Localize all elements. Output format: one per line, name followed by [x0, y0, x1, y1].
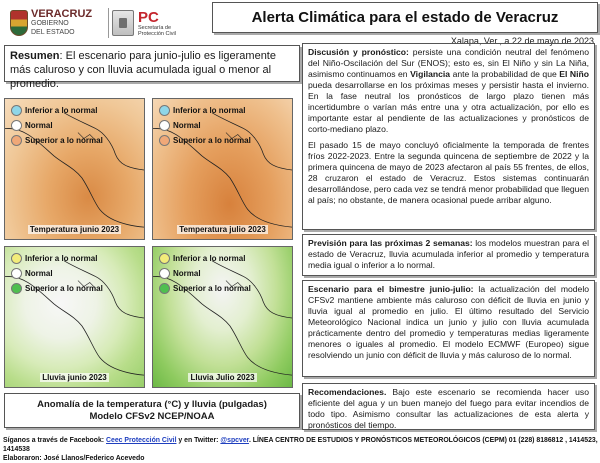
- pc-logo-sub2: Protección Civil: [138, 30, 176, 37]
- legend-item-above: [11, 135, 103, 146]
- map-legend: [159, 105, 251, 146]
- legend-item-below: [11, 253, 103, 264]
- pc-logo-text: PC: [138, 8, 159, 26]
- legend-swatch-below: [11, 253, 22, 264]
- footer-authors: Elaboraron: José Llanos/Federico Acevedo: [3, 455, 145, 462]
- summary-label: Resumen: [10, 50, 60, 62]
- fronts-paragraph: El pasado 15 de mayo concluyó oficialmente la temporada de frentes fríos 2022-2023. Entre la segunda quincena de septiembre de 2022 y la primera quincena de mayo de 2023 afectaron al país 55 frentes, de ellos, 28 cruzaron el estado de Veracruz. Estos sistemas continuarán desarrollándose, pero cada vez se tendrá menor probabilidad que lleguen al país; no obstante, de manera ocasional puede arribar alguno.: [308, 140, 589, 205]
- legend-item-normal: [11, 268, 103, 279]
- map-caption: Temperatura julio 2023: [179, 225, 266, 234]
- legend-label-below: Inferior a lo normal: [25, 254, 98, 263]
- legend-label-above: Superior a lo normal: [173, 284, 251, 293]
- discussion-paragraph: Discusión y pronóstico: persiste una condición neutral del fenómeno del Niño-Oscilación del Sur (ENOS); esto es, sin El Niño y sin La Niña, asimismo continuamos en Vigilancia ante la probabilidad de que El Niño pueda desarrollarse en los próximas meses y persistir hasta el invierno. En la fase neutral los pronósticos de largo plazo tienen más incertidumbre o varían más entre una y otra actualización, por ello es importante estar al pendiente de las actualizaciones y pronósticos de corto-mediano plazo.: [308, 47, 589, 134]
- map-caption: Lluvia Julio 2023: [190, 373, 255, 382]
- legend-label-below: Inferior a lo normal: [173, 254, 246, 263]
- legend-swatch-above: [159, 135, 170, 146]
- map-caption: Temperatura junio 2023: [29, 225, 120, 234]
- bimonthly-scenario-paragraph: Escenario para el bimestre junio-julio: la actualización del modelo CFSv2 mantiene ambiente más caluroso con déficit de lluvia en junio y lluvia igual al promedio en julio. El último resultado del Servicio Meteorológico Nacional indica un junio y julio con lluvia acumulada prácticamente dentro del promedio y temperaturas medias ligeramente menores o iguales al promedio. El modelo ECMWF (Europeo) sigue resolviendo un junio con déficit de lluvia y más caluroso de lo normal.: [308, 284, 590, 360]
- map-rainfall-july: [152, 246, 293, 388]
- legend-label-below: Inferior a lo normal: [173, 106, 246, 115]
- legend-item-above: [159, 283, 251, 294]
- legend-item-normal: [159, 120, 251, 131]
- legend-swatch-normal: [11, 120, 22, 131]
- legend-swatch-below: [11, 105, 22, 116]
- footer: [3, 436, 598, 463]
- veracruz-logo: [10, 6, 105, 40]
- pc-logo-sub1: Secretaría de: [138, 24, 172, 31]
- legend-swatch-normal: [159, 268, 170, 279]
- map-legend: [159, 253, 251, 294]
- legend-swatch-above: [11, 283, 22, 294]
- map-caption: Lluvia junio 2023: [42, 373, 107, 382]
- map-legend: [11, 105, 103, 146]
- anomaly-line2: Modelo CFSv2 NCEP/NOAA: [89, 410, 215, 422]
- legend-label-above: Superior a lo normal: [25, 136, 103, 145]
- legend-item-normal: [11, 120, 103, 131]
- legend-label-above: Superior a lo normal: [173, 136, 251, 145]
- map-temperature-june: [4, 98, 145, 240]
- footer-contact-line: Síganos a través de Facebook: Ceec Protección Civil y en Twitter: @spcver. LÍNEA CENTRO DE ESTUDIOS Y PRONÓSTICOS METEOROLÓGICOS (CEPM) 01 (228) 8186812 , 1414523, 1414538: [3, 437, 598, 453]
- page-title: Alerta Climática para el estado de Veracruz: [251, 9, 559, 26]
- legend-label-normal: Normal: [25, 121, 53, 130]
- legend-label-normal: Normal: [173, 269, 201, 278]
- logo-estado-text: DEL ESTADO: [31, 28, 75, 36]
- legend-swatch-above: [11, 135, 22, 146]
- title-box: [212, 2, 598, 33]
- summary-box: [4, 45, 300, 90]
- twitter-link[interactable]: @spcver: [220, 437, 249, 444]
- discussion-box: [302, 43, 595, 230]
- legend-swatch-above: [159, 283, 170, 294]
- map-legend: [11, 253, 103, 294]
- summary-text: : El escenario para junio-julio es ligeramente más caluroso y con lluvia acumulada igual o menor al promedio.: [10, 50, 276, 90]
- two-week-forecast-box: [302, 234, 595, 276]
- legend-label-normal: Normal: [25, 269, 53, 278]
- anomaly-caption-box: [4, 393, 300, 428]
- map-temperature-july: [152, 98, 293, 240]
- legend-item-below: [159, 105, 251, 116]
- pc-emblem-icon: [112, 10, 134, 36]
- proteccion-civil-logo: [112, 6, 202, 40]
- legend-label-above: Superior a lo normal: [25, 284, 103, 293]
- recommendations-box: [302, 383, 595, 430]
- veracruz-shield-icon: [10, 10, 28, 36]
- legend-label-normal: Normal: [173, 121, 201, 130]
- bimonthly-scenario-box: [302, 280, 595, 377]
- logo-divider: [108, 8, 109, 38]
- map-rainfall-june: [4, 246, 145, 388]
- two-week-forecast-paragraph: Previsión para las próximas 2 semanas: los modelos muestran para el estado de Veracruz, lluvia acumulada inferior al promedio y temperatura media igual o inferior a lo normal.: [308, 238, 589, 270]
- logo-gobierno-text: GOBIERNO: [31, 19, 69, 27]
- legend-item-above: [11, 283, 103, 294]
- facebook-link[interactable]: Ceec Protección Civil: [106, 437, 177, 444]
- anomaly-line1: Anomalía de la temperatura (°C) y lluvia (pulgadas): [37, 398, 267, 410]
- legend-item-above: [159, 135, 251, 146]
- legend-item-below: [159, 253, 251, 264]
- issue-date: Xalapa, Ver., a 22 de mayo de 2023: [450, 36, 594, 46]
- legend-swatch-below: [159, 105, 170, 116]
- legend-swatch-normal: [159, 120, 170, 131]
- legend-swatch-below: [159, 253, 170, 264]
- legend-swatch-normal: [11, 268, 22, 279]
- legend-item-normal: [159, 268, 251, 279]
- recommendations-paragraph: Recomendaciones. Bajo este escenario se recomienda hacer uso eficiente del agua y un buen manejo del fuego para evitar incendios de todo tipo. Asimismo consultar las actualizaciones de esta alerta y pronósticos del tiempo.: [308, 387, 589, 430]
- logo-veracruz-text: VERACRUZ: [31, 7, 93, 20]
- legend-item-below: [11, 105, 103, 116]
- legend-label-below: Inferior a lo normal: [25, 106, 98, 115]
